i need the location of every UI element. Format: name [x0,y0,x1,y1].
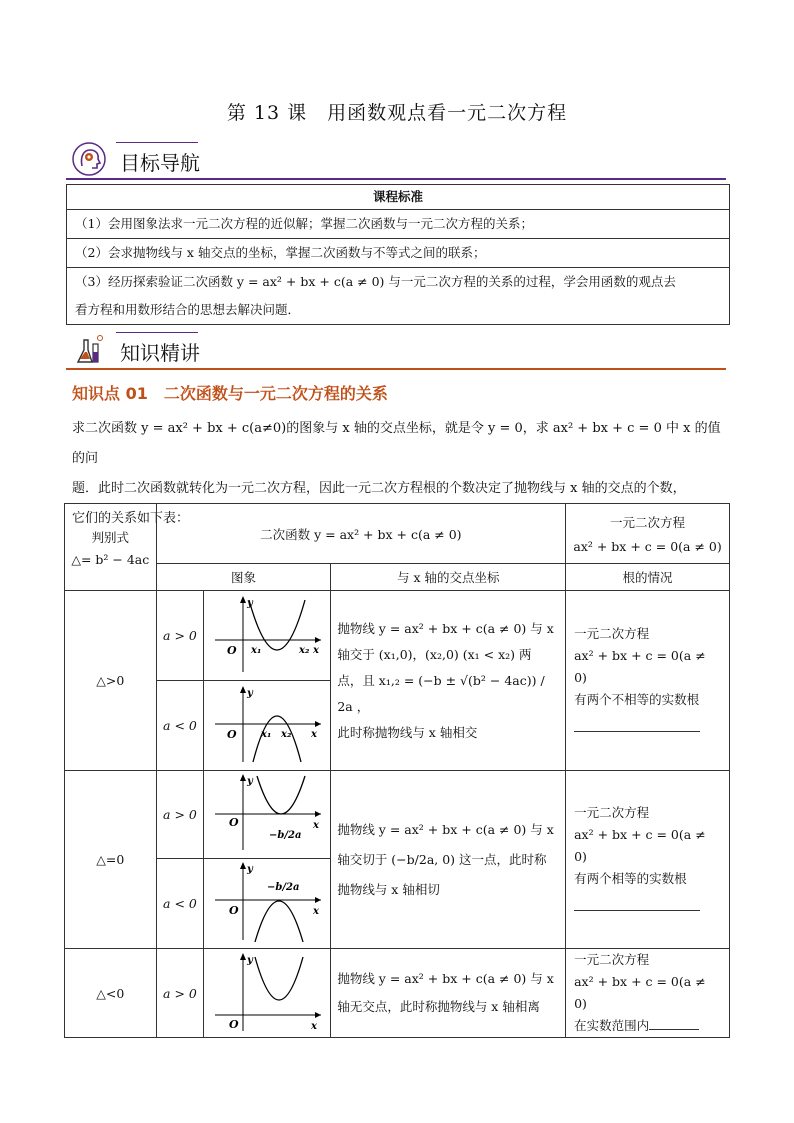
header-equation [566,504,730,564]
header-top-rule [116,332,198,333]
roots-desc [566,591,730,771]
header-disc-formula: △= b² − 4ac [71,551,150,567]
header-graph: 图象 [156,564,331,591]
origin-label: O [227,644,237,657]
header-intersection: 与 x 轴的交点坐标 [331,564,566,591]
section-label: 目标导航 [120,151,200,175]
graph-cell [204,771,331,859]
header-disc-label: 判别式 [91,529,130,545]
intro-line: 求二次函数 y = ax² + bx + c(a≠0)的图象与 x 轴的交点坐标，就是令 y = 0，求 ax² + bx + c = 0 中 x 的值的问 [72,421,721,466]
page-title: 第 13 课 用函数观点看一元二次方程 [226,102,568,124]
graph-cell [204,859,331,949]
desc-line: 此时称抛物线与 x 轴相交 [337,724,478,740]
section-underline [66,368,726,370]
standard-item: （1）会用图象法求一元二次方程的近似解；掌握二次函数与一元二次方程的关系； [67,209,729,238]
x-axis-label: x [313,645,320,656]
x-axis-label: x [313,820,320,831]
answer-blank [574,896,700,911]
x-axis-label: x [313,906,320,917]
x1-label: x₁ [261,729,272,740]
graph-cell [204,681,331,771]
roots-line: ax² + bx + c = 0(a ≠ 0) [574,974,706,1011]
parabola-up-tangent [205,772,329,854]
standard-item: （2）会求抛物线与 x 轴交点的坐标，掌握二次函数与不等式之间的联系； [67,238,729,267]
graph-cell [204,949,331,1038]
vertex-label: −b/2a [267,882,300,893]
parabola-up-two-roots [205,592,329,676]
origin-label: O [229,904,239,917]
roots-line: 一元二次方程 [574,952,650,967]
origin-label: O [227,728,237,741]
header-eq-label: 一元二次方程 [610,515,686,530]
intersection-desc [331,771,566,949]
intersection-desc [331,949,566,1038]
disc-cell: △>0 [65,591,157,771]
a-condition: a < 0 [156,859,204,949]
x2-label: x₂ [299,645,310,656]
x1-label: x₁ [251,645,262,656]
x2-label: x₂ [281,729,292,740]
standard-item: 看方程和用数形结合的思想去解决问题． [75,302,301,317]
intro-line: 它们的关系如下表： [72,511,190,526]
answer-blank [649,1015,699,1030]
relation-table [64,503,730,1038]
flask-icon [72,332,106,366]
a-condition: a > 0 [156,949,204,1038]
header-top-rule [116,142,198,143]
disc-cell: △<0 [65,949,157,1038]
roots-line: 一元二次方程 [574,625,650,641]
roots-desc [566,949,730,1038]
parabola-up-no-roots [205,951,329,1033]
origin-label: O [229,1017,239,1031]
roots-line: ax² + bx + c = 0(a ≠ 0) [574,647,706,685]
y-axis-label: y [247,776,254,787]
brain-head-icon [72,142,106,176]
section-label: 知识精讲 [120,341,200,365]
intersection-desc [331,591,566,771]
a-condition: a > 0 [156,591,204,681]
section-underline [66,178,726,180]
desc-line: 轴交于 (x₁,0)，(x₂,0) (x₁ < x₂) 两 [337,646,532,662]
roots-line: ax² + bx + c = 0(a ≠ 0) [574,826,706,864]
roots-line: 有两个相等的实数根 [574,870,687,886]
standard-item: （3）经历探索验证二次函数 y = ax² + bx + c(a ≠ 0) 与一元二次方程的关系的过程，学会用函数的观点去 [67,267,729,296]
answer-blank [574,717,700,732]
desc-line: 抛物线 y = ax² + bx + c(a ≠ 0) 与 x [337,620,554,636]
y-axis-label: y [247,954,254,966]
desc-line: 轴无交点，此时称抛物线与 x 轴相离 [337,999,540,1014]
roots-line: 一元二次方程 [574,804,650,820]
x-axis-label: x [311,729,318,740]
header-discriminant [65,504,157,591]
y-axis-label: y [247,864,254,875]
knowledge-point-heading: 知识点 01 二次函数与一元二次方程的关系 [72,384,388,403]
intro-line: 题．此时二次函数就转化为一元二次方程，因此一元二次方程根的个数决定了抛物线与 x 轴的交点的个数， [72,481,686,496]
standards-header: 课程标准 [372,189,423,204]
graph-cell [204,591,331,681]
desc-line: 点，且 x₁,₂ = (−b ± √(b² − 4ac)) / 2a ， [337,672,545,714]
x-axis-label: x [311,1020,318,1032]
header-function: 二次函数 y = ax² + bx + c(a ≠ 0) [156,504,566,564]
desc-line: 轴交切于 (−b/2a, 0) 这一点，此时称 [337,851,547,867]
header-eq-formula: ax² + bx + c = 0(a ≠ 0) [573,539,722,554]
section-header-knowledge [66,330,726,370]
vertex-label: −b/2a [269,830,302,841]
standards-box [66,184,730,325]
disc-cell: △=0 [65,771,157,949]
roots-line: 有两个不相等的实数根 [574,691,700,707]
y-axis-label: y [247,598,254,609]
y-axis-label: y [247,688,254,699]
parabola-down-two-roots [205,682,329,766]
desc-line: 抛物线 y = ax² + bx + c(a ≠ 0) 与 x [337,971,554,986]
roots-desc [566,771,730,949]
parabola-down-tangent [205,860,329,944]
a-condition: a > 0 [156,771,204,859]
a-condition: a < 0 [156,681,204,771]
header-roots: 根的情况 [566,564,730,591]
desc-line: 抛物线与 x 轴相切 [337,881,440,897]
origin-label: O [229,816,239,829]
section-header-goals [66,140,726,180]
desc-line: 抛物线 y = ax² + bx + c(a ≠ 0) 与 x [337,821,554,837]
roots-line: 在实数范围内 [574,1018,650,1033]
